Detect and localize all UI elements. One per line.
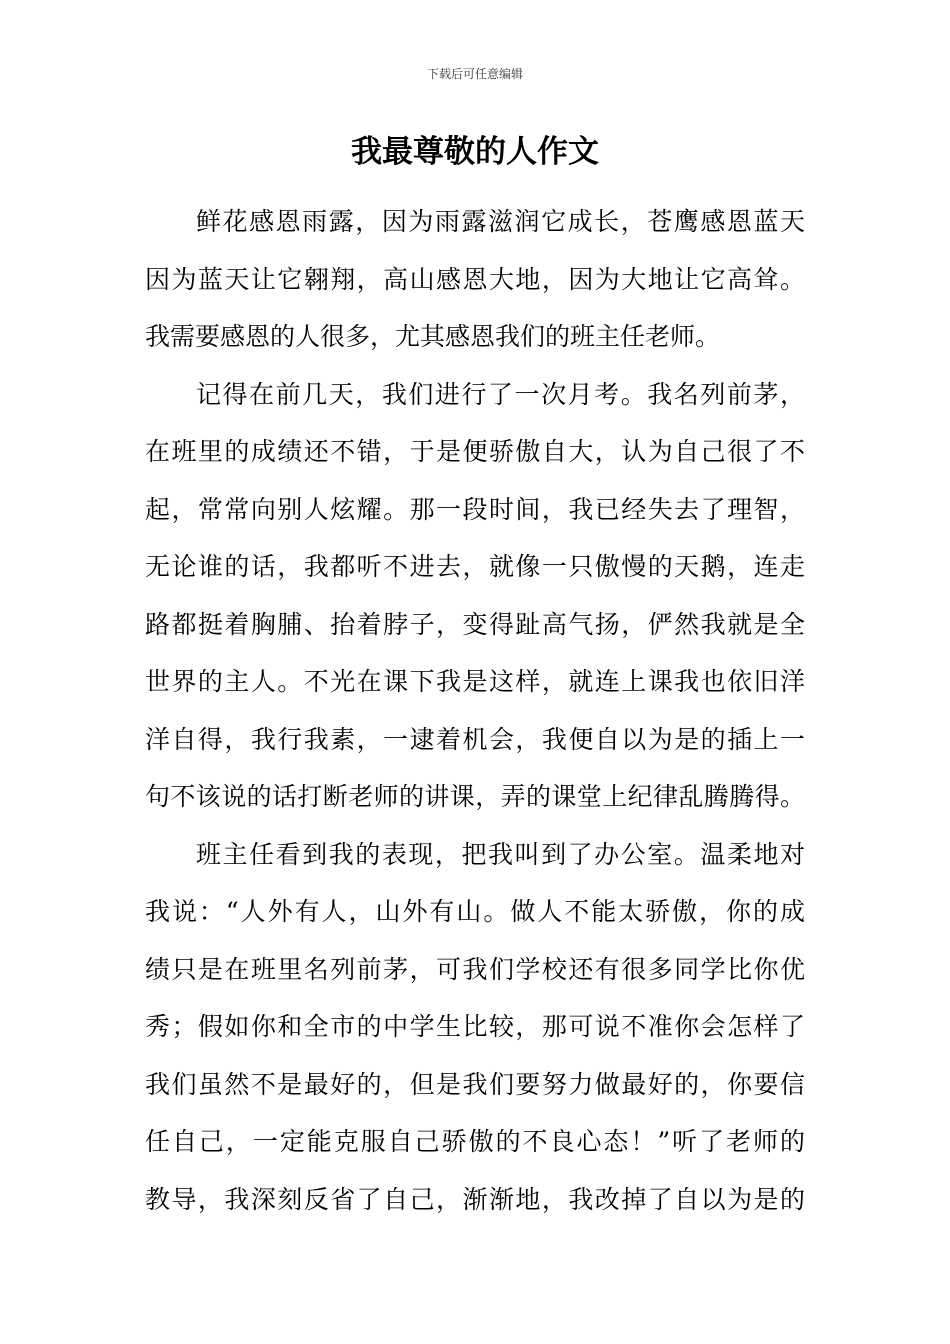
text-line: 路都挺着胸脯、抬着脖子，变得趾高气扬，俨然我就是全: [145, 609, 805, 639]
text-line: 我们虽然不是最好的，但是我们要努力做最好的，你要信: [145, 1069, 805, 1099]
text-line: 我说：“人外有人，山外有山。做人不能太骄傲，你的成: [145, 897, 805, 926]
header-note: 下载后可任意编辑: [426, 67, 523, 81]
text-line: 绩只是在班里名列前茅，可我们学校还有很多同学比你优: [145, 954, 805, 984]
text-line: 世界的主人。不光在课下我是这样，就连上课我也依旧洋: [145, 667, 805, 696]
text-line: 班主任看到我的表现，把我叫到了办公室。温柔地对: [196, 839, 805, 869]
text-line: 记得在前几天，我们进行了一次月考。我名列前茅，: [196, 379, 805, 409]
text-line: 我需要感恩的人很多，尤其感恩我们的班主任老师。: [145, 322, 721, 351]
essay-body: [145, 193, 805, 1228]
text-line: 句不该说的话打断老师的讲课，弄的课堂上纪律乱腾腾得。: [145, 782, 805, 811]
document-title: 我最尊敬的人作文: [351, 134, 599, 170]
text-line: 起，常常向别人炫耀。那一段时间，我已经失去了理智，: [145, 494, 805, 524]
text-line: 在班里的成绩还不错，于是便骄傲自大，认为自己很了不: [145, 437, 805, 466]
text-line: 因为蓝天让它翱翔，高山感恩大地，因为大地让它高耸。: [145, 264, 805, 294]
text-line: 秀；假如你和全市的中学生比较，那可说不准你会怎样了: [145, 1012, 805, 1041]
text-line: 无论谁的话，我都听不进去，就像一只傲慢的天鹅，连走: [145, 552, 805, 581]
text-line: 任自己，一定能克服自己骄傲的不良心态！”听了老师的: [145, 1127, 805, 1156]
text-line: 教导，我深刻反省了自己，渐渐地，我改掉了自以为是的: [145, 1184, 805, 1214]
text-line: 鲜花感恩雨露，因为雨露滋润它成长，苍鹰感恩蓝天: [196, 207, 805, 236]
text-line: 洋自得，我行我素，一逮着机会，我便自以为是的插上一: [145, 724, 805, 754]
